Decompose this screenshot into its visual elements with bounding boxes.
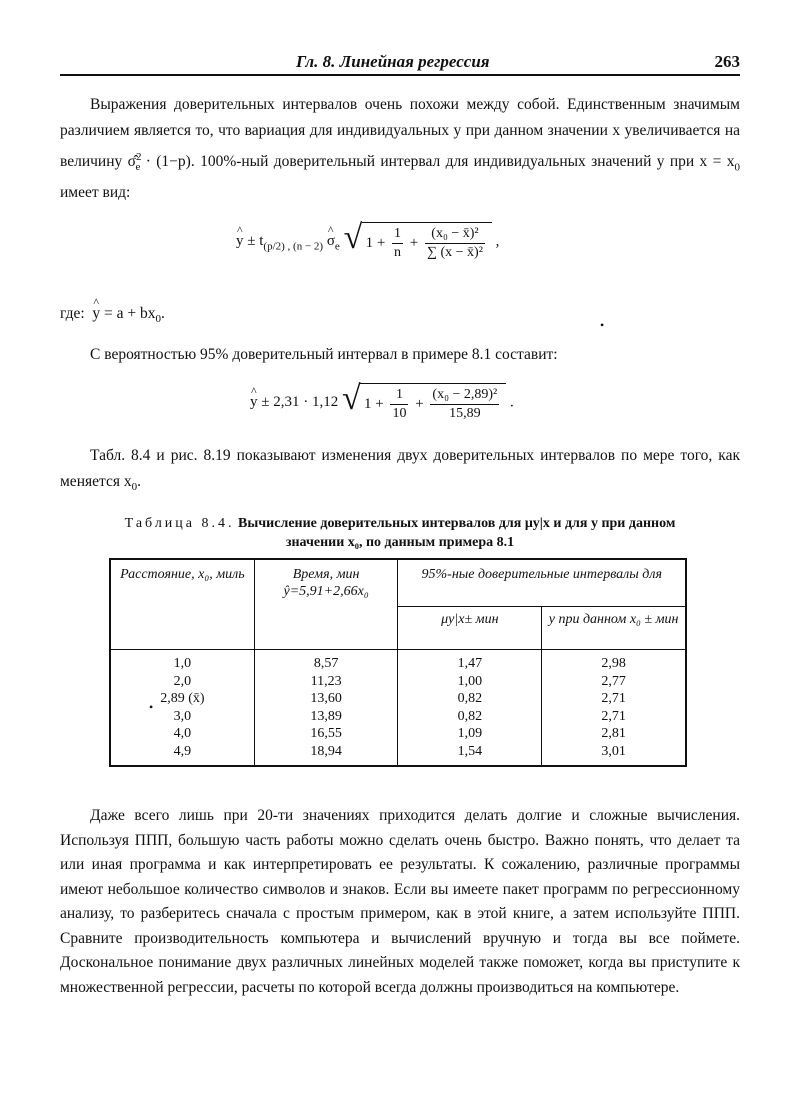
x0-subscript: 0 (734, 161, 740, 174)
paragraph-software-advice (60, 804, 740, 1000)
paragraph-95-percent (60, 342, 740, 368)
header-distance: Расстояние, x₀, миль (110, 559, 254, 650)
where-line (60, 305, 165, 325)
table-row: 3,0 13,89 0,82 2,71 (110, 708, 686, 726)
table-caption-lead: Таблица 8.4. (124, 516, 235, 531)
table-caption (110, 514, 690, 552)
running-header (60, 52, 740, 76)
where-end: . (161, 305, 165, 322)
where-label: где: (60, 305, 85, 322)
formula1-t-subscript: (p/2) , (n − 2) (263, 240, 324, 253)
table-row: 2,0 11,23 1,00 2,77 (110, 673, 686, 691)
where-subscript: 0 (155, 313, 162, 326)
para3-end: . (137, 473, 141, 490)
formula2-tail: . (509, 394, 514, 411)
formula-example-interval (250, 380, 514, 423)
table-row: 1,0 8,57 1,47 2,98 (110, 650, 686, 673)
para3-text: Табл. 8.4 и рис. 8.19 показывают изменения двух доверительных интервалов по мере того, как меняется x (60, 447, 740, 490)
formula2-plus: + (415, 395, 424, 412)
formula2-frac2: $\frac{\text{(x₀ − 2,89)²}}{15,89}$ (432, 387, 498, 421)
header-y-interval: y при данном x₀ ± мин (542, 607, 686, 650)
formula1-tail: , (495, 233, 500, 250)
chapter-title: Гл. 8. Линейная регрессия (296, 52, 490, 71)
formula1-plus: + (409, 234, 419, 251)
where-expression: ^ y = a + bx (92, 305, 155, 323)
table-caption-text: Вычисление доверительных интервалов для μy|x и для y при данном значении x₀, по данным примера 8.1 (238, 516, 676, 550)
para1-text-before: Выражения доверительных интервалов очень похожи между собой. Единственным значимым различием является то, что вариация для индивидуальных y при данном значении x увеличивается на величину (60, 96, 740, 171)
formula1-frac1: $\frac{1}{n}$ (394, 226, 402, 260)
paragraph-table-reference (60, 443, 740, 500)
formula-individual-interval (236, 219, 500, 262)
formula1-sqrt: √ 1 + $\frac{1}{n}$ + $\frac{\text{(x₀ − x̄)²}}{\text{∑ (x − x̄)²}}$ (344, 222, 492, 262)
para1-text-mid: · (1−p). 100%-ный доверительный интервал для индивидуальных значений y при x = x (145, 153, 735, 171)
confidence-interval-table (109, 558, 687, 767)
formula2-frac1: $\frac{1}{10}$ (392, 387, 407, 421)
formula1-sigma: ^ σ (327, 233, 335, 250)
table-row: 4,9 18,94 1,54 3,01 (110, 743, 686, 767)
formula2-sqrt: √ 1 + $\frac{1}{10}$ + $\frac{\text{(x₀ − 2,89)²}}{15,89}$ (342, 383, 506, 423)
print-speck: • (600, 318, 605, 332)
para1-text-after: имеет вид: (60, 184, 131, 202)
table-row: 2,89 (x̄) 13,60 0,82 2,71 (110, 690, 686, 708)
para4-text: Даже всего лишь при 20-ти значениях приходится делать долгие и сложные вычисления. Используя ППП, большую часть работы можно сделать очень быстро. Важно понять, что делает та или иная программа и как интерпретировать ее результаты. К сожалению, различные программы имеют небольшое количество символов и знаков. Если вы имеете пакет программ по регрессионному анализу, то разберитесь сначала с простым примером, как в этой книге, а затем используйте ППП. Сравните производительность компьютера и вычислений вручную и тогда вы все поймете. Доскональное понимание двух различных линейных моделей также поможет, когда вы приступите к множественной регрессии, расчеты по которой всегда должны производиться на компьютере. (60, 807, 740, 996)
formula1-frac2: $\frac{\text{(x₀ − x̄)²}}{\text{∑ (x − x̄)²}}$ (427, 226, 483, 260)
formula1-sigma-subscript: e (334, 240, 340, 253)
sigma-e-squared: σ̂$^2_e$ (127, 151, 142, 174)
formula1-lead: ^ y ± t (236, 233, 263, 250)
formula1-one-plus: 1 + (365, 234, 386, 251)
header-time: Время, мин ŷ=5,91+2,66x₀ (254, 559, 398, 650)
header-mu-interval: μy|x± мин (398, 607, 542, 650)
paragraph-intervals-intro (60, 92, 740, 206)
header-95-intervals: 95%-ные доверительные интервалы для (398, 559, 686, 607)
para3-subscript: 0 (131, 481, 138, 494)
formula2-lead: ^ y ± 2,31 · 1,12 (250, 394, 338, 411)
page-number: 263 (714, 52, 740, 71)
formula2-one-plus: 1 + (363, 395, 384, 412)
para2-text: С вероятностью 95% доверительный интервал в примере 8.1 составит: (90, 346, 558, 363)
print-speck: • (149, 700, 154, 714)
table-row: 4,0 16,55 1,09 2,81 (110, 725, 686, 743)
